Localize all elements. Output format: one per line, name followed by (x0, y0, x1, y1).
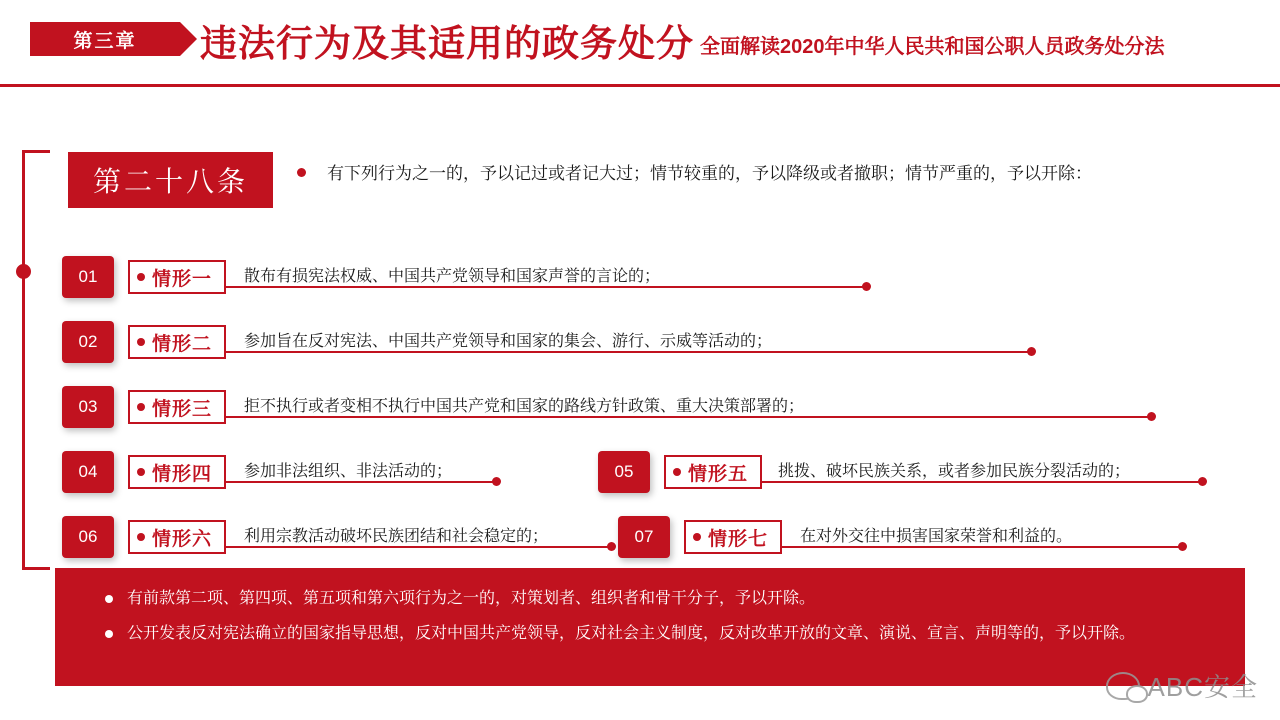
item-case-label-04 (128, 455, 226, 489)
page-subtitle: 全面解读2020年中华人民共和国公职人员政务处分法 (700, 36, 1165, 58)
item-number-01: 01 (62, 256, 114, 298)
case-dot-icon (693, 533, 701, 541)
item-underline-dot-02 (1027, 347, 1036, 356)
case-label-text-02: 情形二 (152, 333, 213, 355)
item-desc-04: 参加非法组织、非法活动的； (244, 463, 453, 480)
item-case-label-06 (128, 520, 226, 554)
watermark (1106, 667, 1258, 704)
item-number-04: 04 (62, 451, 114, 493)
chapter-tag: 第三章 (30, 22, 180, 56)
item-number-05: 05 (598, 451, 650, 493)
page-title: 违法行为及其适用的政务处分 (200, 23, 694, 64)
item-underline-dot-07 (1178, 542, 1187, 551)
item-underline-dot-06 (607, 542, 616, 551)
case-label-text-05: 情形五 (688, 463, 749, 485)
item-number-06: 06 (62, 516, 114, 558)
case-dot-icon (137, 403, 145, 411)
item-underline-01 (226, 286, 866, 288)
item-case-label-02 (128, 325, 226, 359)
left-rail-dot (16, 264, 31, 279)
item-desc-01: 散布有损宪法权威、中国共产党领导和国家声誉的言论的； (244, 268, 661, 285)
item-underline-03 (226, 416, 1151, 418)
item-desc-03: 拒不执行或者变相不执行中国共产党和国家的路线方针政策、重大决策部署的； (244, 398, 805, 415)
page-header (0, 0, 1280, 86)
item-case-label-03 (128, 390, 226, 424)
item-desc-06: 利用宗教活动破坏民族团结和社会稳定的； (244, 528, 549, 545)
case-dot-icon (137, 533, 145, 541)
footer-note-2: 公开发表反对宪法确立的国家指导思想，反对中国共产党领导，反对社会主义制度，反对改革开放的文章、演说、宣言、声明等的，予以开除。 (127, 625, 1136, 642)
item-number-02: 02 (62, 321, 114, 363)
case-dot-icon (137, 468, 145, 476)
item-underline-dot-01 (862, 282, 871, 291)
item-underline-04 (226, 481, 496, 483)
article-badge: 第二十八条 (68, 152, 273, 208)
item-desc-07: 在对外交往中损害国家荣誉和利益的。 (800, 528, 1073, 545)
left-rail (22, 150, 25, 570)
case-label-text-06: 情形六 (152, 528, 213, 550)
bullet-icon (105, 595, 113, 603)
item-desc-02: 参加旨在反对宪法、中国共产党领导和国家的集会、游行、示威等活动的； (244, 333, 773, 350)
article-lead (297, 158, 1097, 190)
case-label-text-04: 情形四 (152, 463, 213, 485)
item-underline-dot-04 (492, 477, 501, 486)
bullet-icon (105, 630, 113, 638)
article-lead-text: 有下列行为之一的，予以记过或者记大过；情节较重的，予以降级或者撤职；情节严重的，予以开除： (327, 164, 1092, 183)
footer-note-1: 有前款第二项、第四项、第五项和第六项行为之一的，对策划者、组织者和骨干分子，予以开除。 (127, 590, 816, 607)
case-label-text-03: 情形三 (152, 398, 213, 420)
bullet-icon (297, 168, 306, 177)
item-case-label-01 (128, 260, 226, 294)
item-underline-06 (226, 546, 611, 548)
header-divider (0, 84, 1280, 87)
watermark-text: ABC安全 (1147, 672, 1258, 702)
item-desc-05: 挑拨、破坏民族关系，或者参加民族分裂活动的； (778, 463, 1131, 480)
item-number-03: 03 (62, 386, 114, 428)
case-label-text-01: 情形一 (152, 268, 213, 290)
item-underline-07 (782, 546, 1182, 548)
left-rail-bottom-cap (22, 567, 50, 570)
case-label-text-07: 情形七 (708, 528, 769, 550)
item-underline-dot-05 (1198, 477, 1207, 486)
left-rail-top-cap (22, 150, 50, 153)
item-case-label-05 (664, 455, 762, 489)
item-case-label-07 (684, 520, 782, 554)
case-dot-icon (673, 468, 681, 476)
case-dot-icon (137, 338, 145, 346)
item-underline-02 (226, 351, 1031, 353)
item-underline-dot-03 (1147, 412, 1156, 421)
item-number-07: 07 (618, 516, 670, 558)
wechat-icon (1106, 672, 1140, 700)
item-underline-05 (762, 481, 1202, 483)
footer-notes-panel (55, 568, 1245, 686)
case-dot-icon (137, 273, 145, 281)
